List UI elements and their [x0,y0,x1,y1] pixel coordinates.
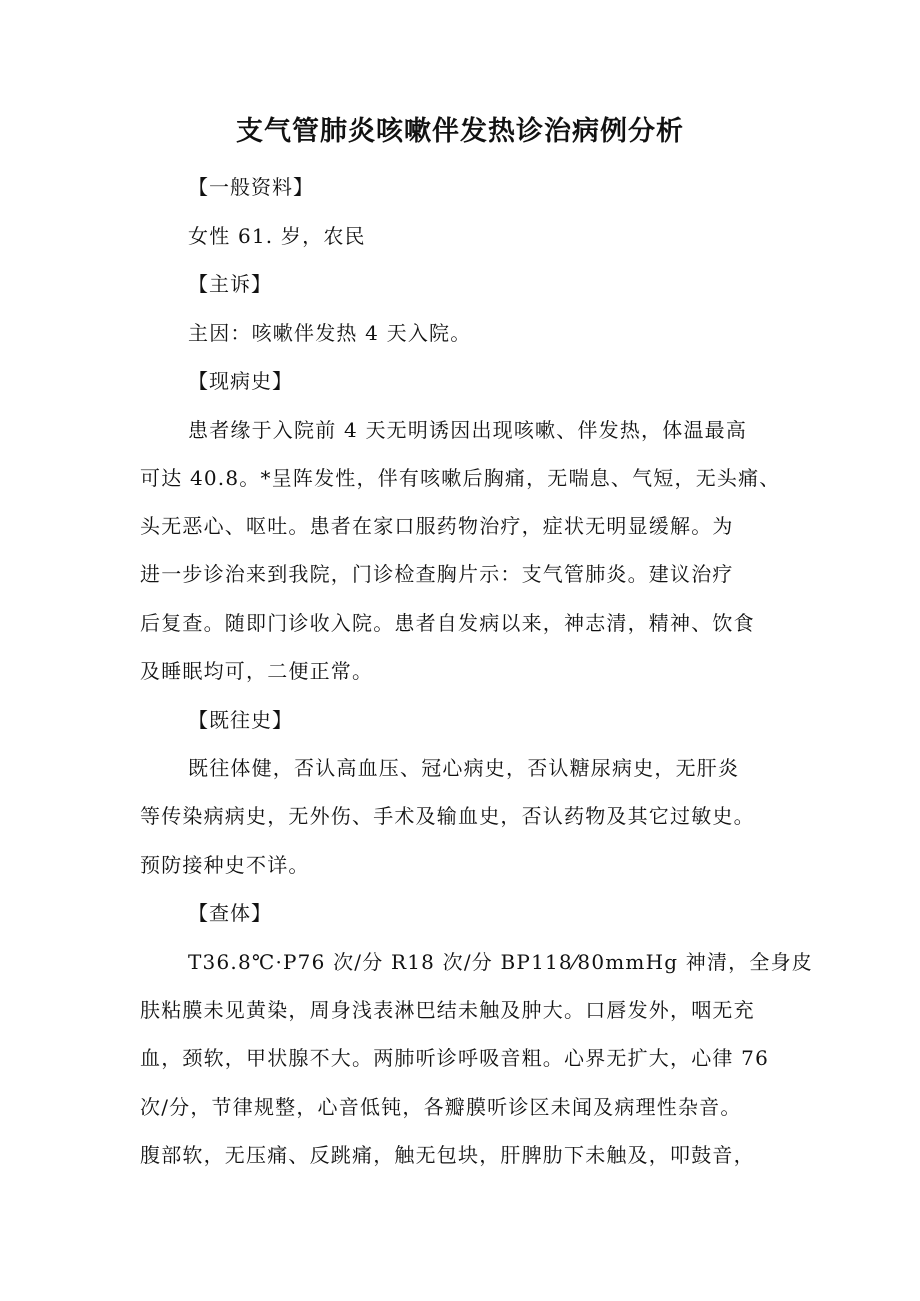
present-illness-line-2: 可达 40.8。*呈阵发性，伴有咳嗽后胸痛，无喘息、气短，无头痛、 [140,466,781,490]
heading-general-info: 【一般资料】 [188,175,314,199]
present-illness-line-3: 头无恶心、呕吐。患者在家口服药物治疗，症状无明显缓解。为 [140,514,734,538]
present-illness-line-1: 患者缘于入院前 4 天无明诱因出现咳嗽、伴发热，体温最高 [188,418,748,442]
physical-exam-line-4: 次/分，节律规整，心音低钝，各瓣膜听诊区未闻及病理性杂音。 [140,1095,742,1119]
present-illness-line-6: 及睡眠均可，二便正常。 [140,659,374,683]
physical-exam-line-3: 血，颈软，甲状腺不大。两肺听诊呼吸音粗。心界无扩大，心律 76 [140,1046,770,1070]
present-illness-line-4: 进一步诊治来到我院，门诊检查胸片示：支气管肺炎。建议治疗 [140,562,734,586]
present-illness-line-5: 后复查。随即门诊收入院。患者自发病以来，神志清，精神、饮食 [140,611,755,635]
past-history-line-1: 既往体健，否认高血压、冠心病史，否认糖尿病史，无肝炎 [188,756,740,780]
heading-past-history: 【既往史】 [188,708,293,732]
physical-exam-line-5: 腹部软，无压痛、反跳痛，触无包块，肝脾肋下未触及，叩鼓音， [140,1143,755,1167]
physical-exam-line-2: 肤粘膜未见黄染，周身浅表淋巴结未触及肿大。口唇发外，咽无充 [140,998,755,1022]
chief-complaint-line-1: 主因：咳嗽伴发热 4 天入院。 [188,321,472,345]
heading-physical-exam: 【查体】 [188,901,272,925]
past-history-line-2: 等传染病病史，无外伤、手术及输血史，否认药物及其它过敏史。 [140,804,755,828]
past-history-line-3: 预防接种史不详。 [140,853,310,877]
heading-present-illness: 【现病史】 [188,369,293,393]
document-title: 支气管肺炎咳嗽伴发热诊治病例分析 [236,116,684,147]
heading-chief-complaint: 【主诉】 [188,272,272,296]
physical-exam-line-1: T36.8℃·P76 次/分 R18 次/分 BP118⁄80mmHg 神清，全身皮 [188,950,813,974]
general-info-line-1: 女性 61. 岁，农民 [188,224,366,248]
